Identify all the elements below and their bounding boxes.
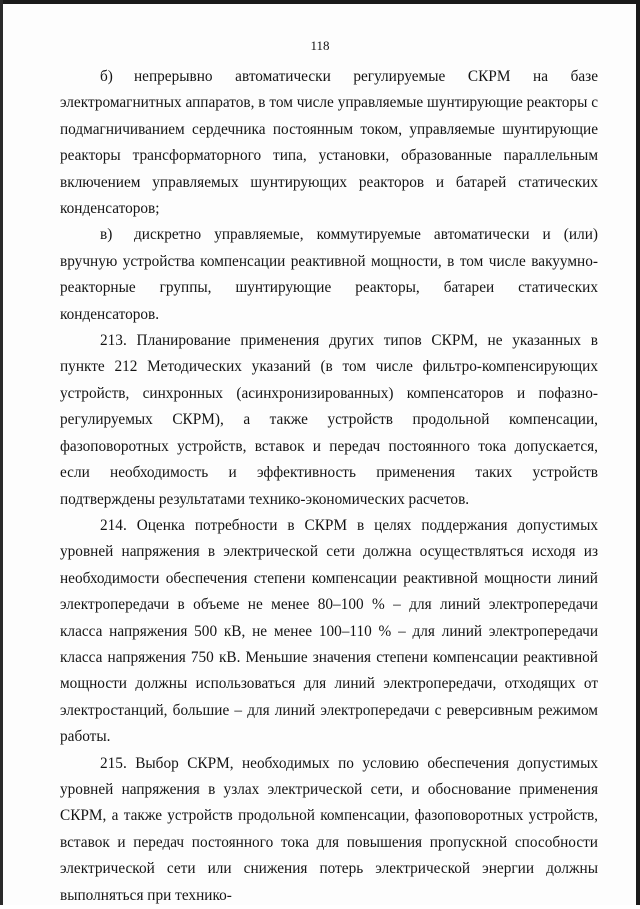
paragraph-215: 215. Выбор СКРМ, необходимых по условию обеспечения допустимых уровней напряжения в узлах электрической сети, и обоснование применения СКРМ, а также устройств продольной компенсации, фазоповоротных устройств, вставок и передач постоянного тока для повышения пропускной способности электрической сети или снижения потерь электрической энергии должны выполняться при технико- — [60, 754, 598, 904]
paragraph-214: 214. Оценка потребности в СКРМ в целях поддержания допустимых уровней напряжения в электрической сети должна осуществляться исходя из необходимости обеспечения степени компенсации реактивной мощности линий электропередачи в объеме не менее 80–100 % – для линий электропередачи класса напряжения 500 кВ, не менее 100–110 % – для линий электропередачи класса напряжения 750 кВ. Меньшие значения степени компенсации реактивной мощности должны использоваться для линий электропередачи, отходящих от электростанций, большие – для линий электропередачи с реверсивным режимом работы. — [60, 516, 598, 746]
paragraph-text: непрерывно автоматически регулируемые СКРМ на базе электромагнитных аппаратов, в том числе управляемые шунтирующие реакторы с подмагничиванием сердечника постоянным током, управляемые шунтирующие реакторы трансформаторного типа, установки, образованные параллельным включением управляемых шунтирующих реакторов и батарей статических конденсаторов; — [60, 68, 598, 218]
paragraph-item-v — [60, 222, 598, 328]
scan-edge-top — [0, 0, 640, 4]
item-marker: в) — [100, 226, 113, 244]
paragraph-213: 213. Планирование применения других типов СКРМ, не указанных в пункте 212 Методических указаний (в том числе фильтро-компенсирующих устройств, синхронных (асинхронизированных) компенсаторов и пофазно-регулируемых СКРМ), а также устройств продольной компенсации, фазоповоротных устройств, вставок и передач постоянного тока допускается, если необходимость и эффективность применения таких устройств подтверждены результатами технико-экономических расчетов. — [60, 332, 598, 508]
scan-edge-right — [636, 0, 640, 905]
paragraph-item-b — [60, 64, 598, 222]
item-marker: б) — [100, 68, 113, 85]
page-number: 118 — [310, 38, 330, 53]
body-text — [60, 64, 598, 909]
scan-edge-left — [0, 0, 3, 905]
paragraph-text: дискретно управляемые, коммутируемые автоматически и (или) вручную устройства компенсации реактивной мощности, в том числе вакуумно-реакторные группы, шунтирующие реакторы, батареи статических конденсаторов. — [60, 226, 598, 323]
